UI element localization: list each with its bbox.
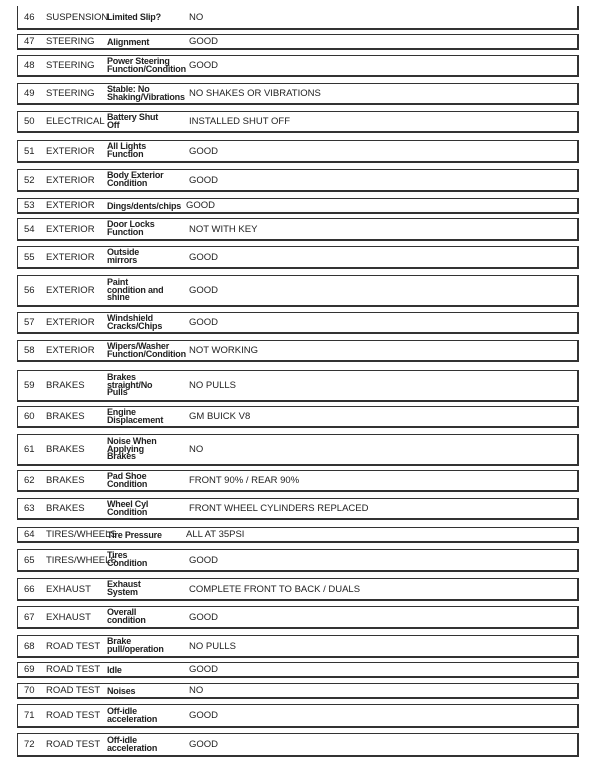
- row-category: SUSPENSION: [46, 11, 109, 23]
- table-row: [17, 275, 579, 307]
- row-number: 71: [24, 710, 35, 721]
- table-row: [17, 55, 579, 77]
- row-category: STEERING: [46, 60, 95, 71]
- row-number: 67: [24, 611, 35, 623]
- row-item: Wipers/Washer Function/Condition: [107, 340, 186, 359]
- row-value: FRONT 90% / REAR 90%: [189, 475, 300, 486]
- row-number: 62: [24, 475, 35, 486]
- row-value: GOOD: [189, 710, 219, 721]
- row-value: GOOD: [189, 251, 219, 263]
- row-number: 61: [24, 444, 35, 455]
- row-category: STEERING: [46, 36, 95, 47]
- row-number: 56: [24, 285, 35, 296]
- row-value: GOOD: [189, 174, 219, 186]
- row-number: 57: [24, 317, 35, 328]
- table-row: [17, 169, 579, 192]
- row-item: Brake pull/operation: [107, 636, 164, 654]
- table-row: [17, 198, 579, 214]
- row-category: BRAKES: [46, 444, 85, 455]
- row-item: Engine Displacement: [107, 406, 164, 425]
- row-value: NOT WITH KEY: [189, 223, 258, 235]
- row-number: 52: [24, 174, 35, 186]
- row-value: NO PULLS: [189, 640, 236, 652]
- row-value: NO: [189, 444, 204, 455]
- row-value: INSTALLED SHUT OFF: [189, 116, 290, 127]
- table-row: [17, 733, 579, 757]
- table-row: [17, 34, 579, 50]
- row-item: Body Exterior Condition: [107, 170, 164, 188]
- row-number: 51: [24, 145, 35, 157]
- row-value: NO SHAKES OR VIBRATIONS: [189, 88, 321, 99]
- row-category: TIRES/WHEELS: [46, 554, 117, 566]
- row-value: NOT WORKING: [189, 345, 258, 356]
- row-number: 49: [24, 88, 35, 99]
- row-category: EXTERIOR: [46, 251, 95, 263]
- row-category: ELECTRICAL: [46, 116, 105, 127]
- row-category: EXTERIOR: [46, 223, 95, 235]
- row-item: Battery Shut Off: [107, 111, 159, 130]
- row-item: Stable: No Shaking/Vibrations: [107, 83, 185, 102]
- table-row: [17, 434, 579, 466]
- row-number: 53: [24, 200, 35, 211]
- row-number: 60: [24, 411, 35, 422]
- row-item: Overall condition: [107, 607, 146, 625]
- row-category: ROAD TEST: [46, 739, 101, 750]
- row-category: EXTERIOR: [46, 285, 95, 296]
- row-value: GM BUICK V8: [189, 411, 251, 422]
- row-value: GOOD: [189, 36, 219, 47]
- row-number: 46: [24, 11, 35, 23]
- row-category: ROAD TEST: [46, 685, 101, 696]
- row-value: GOOD: [189, 664, 219, 675]
- row-category: BRAKES: [46, 503, 85, 514]
- table-row: [17, 683, 579, 699]
- table-row: [17, 6, 579, 30]
- row-number: 70: [24, 685, 35, 696]
- table-row: [17, 470, 579, 492]
- table-row: [17, 218, 579, 241]
- table-row: [17, 370, 579, 402]
- row-value: NO PULLS: [189, 380, 236, 391]
- row-number: 48: [24, 60, 35, 71]
- row-item: Windshield Cracks/Chips: [107, 312, 163, 331]
- row-number: 63: [24, 503, 35, 514]
- table-row: [17, 549, 579, 572]
- row-item: Exhaust System: [107, 579, 141, 597]
- table-row: [17, 606, 579, 629]
- row-item: Noise When Applying Brakes: [107, 436, 157, 462]
- table-row: [17, 635, 579, 658]
- row-category: EXTERIOR: [46, 200, 95, 211]
- row-item: Wheel Cyl Condition: [107, 498, 149, 517]
- row-number: 65: [24, 554, 35, 566]
- row-category: EXTERIOR: [46, 317, 95, 328]
- row-category: ROAD TEST: [46, 640, 101, 652]
- row-item: Door Locks Function: [107, 219, 155, 237]
- row-item: All Lights Function: [107, 141, 146, 159]
- row-item: Dings/dents/chips: [107, 200, 182, 211]
- row-number: 69: [24, 664, 35, 675]
- row-item: Tire Pressure: [107, 529, 162, 540]
- row-item: Pad Shoe Condition: [107, 470, 148, 489]
- row-category: EXTERIOR: [46, 145, 95, 157]
- row-item: Idle: [107, 664, 122, 675]
- row-item: Noises: [107, 685, 136, 696]
- table-row: [17, 111, 579, 133]
- row-category: ROAD TEST: [46, 710, 101, 721]
- row-item: Power Steering Function/Condition: [107, 55, 186, 74]
- row-category: BRAKES: [46, 475, 85, 486]
- row-category: BRAKES: [46, 380, 85, 391]
- table-row: [17, 340, 579, 362]
- row-category: STEERING: [46, 88, 95, 99]
- row-category: EXTERIOR: [46, 345, 95, 356]
- row-item: Off-idle acceleration: [107, 734, 158, 753]
- row-value: FRONT WHEEL CYLINDERS REPLACED: [189, 503, 369, 514]
- row-number: 72: [24, 739, 35, 750]
- row-item: Off-idle acceleration: [107, 705, 158, 724]
- row-value: NO: [189, 11, 204, 23]
- row-number: 64: [24, 529, 35, 540]
- row-value: NO: [189, 685, 204, 696]
- row-category: EXHAUST: [46, 583, 91, 595]
- row-value: ALL AT 35PSI: [186, 529, 245, 540]
- row-number: 68: [24, 640, 35, 652]
- table-row: [17, 406, 579, 428]
- row-value: GOOD: [189, 60, 219, 71]
- row-number: 55: [24, 251, 35, 263]
- row-category: ROAD TEST: [46, 664, 101, 675]
- row-item: Outside mirrors: [107, 247, 140, 265]
- table-row: [17, 312, 579, 334]
- row-category: BRAKES: [46, 411, 85, 422]
- row-number: 58: [24, 345, 35, 356]
- row-number: 66: [24, 583, 35, 595]
- row-item: Limited Slip?: [107, 12, 161, 22]
- row-category: EXHAUST: [46, 611, 91, 623]
- row-category: TIRES/WHEELS: [46, 529, 117, 540]
- row-value: GOOD: [189, 611, 219, 623]
- row-value: GOOD: [189, 285, 219, 296]
- row-category: EXTERIOR: [46, 174, 95, 186]
- table-row: [17, 662, 579, 678]
- table-row: [17, 578, 579, 601]
- table-row: [17, 83, 579, 105]
- row-number: 59: [24, 380, 35, 391]
- table-row: [17, 498, 579, 520]
- table-row: [17, 140, 579, 163]
- row-value: GOOD: [189, 739, 219, 750]
- table-row: [17, 527, 579, 543]
- row-item: Brakes straight/No Pulls: [107, 372, 153, 398]
- row-value: GOOD: [189, 317, 219, 328]
- row-value: GOOD: [186, 200, 216, 211]
- row-value: GOOD: [189, 145, 219, 157]
- row-item: Tires Condition: [107, 550, 148, 568]
- table-row: [17, 704, 579, 728]
- row-number: 50: [24, 116, 35, 127]
- row-value: COMPLETE FRONT TO BACK / DUALS: [189, 583, 361, 595]
- row-value: GOOD: [189, 554, 219, 566]
- row-item: Alignment: [107, 36, 150, 47]
- table-row: [17, 246, 579, 269]
- row-item: Paint condition and shine: [107, 277, 164, 303]
- row-number: 54: [24, 223, 35, 235]
- row-number: 47: [24, 36, 35, 47]
